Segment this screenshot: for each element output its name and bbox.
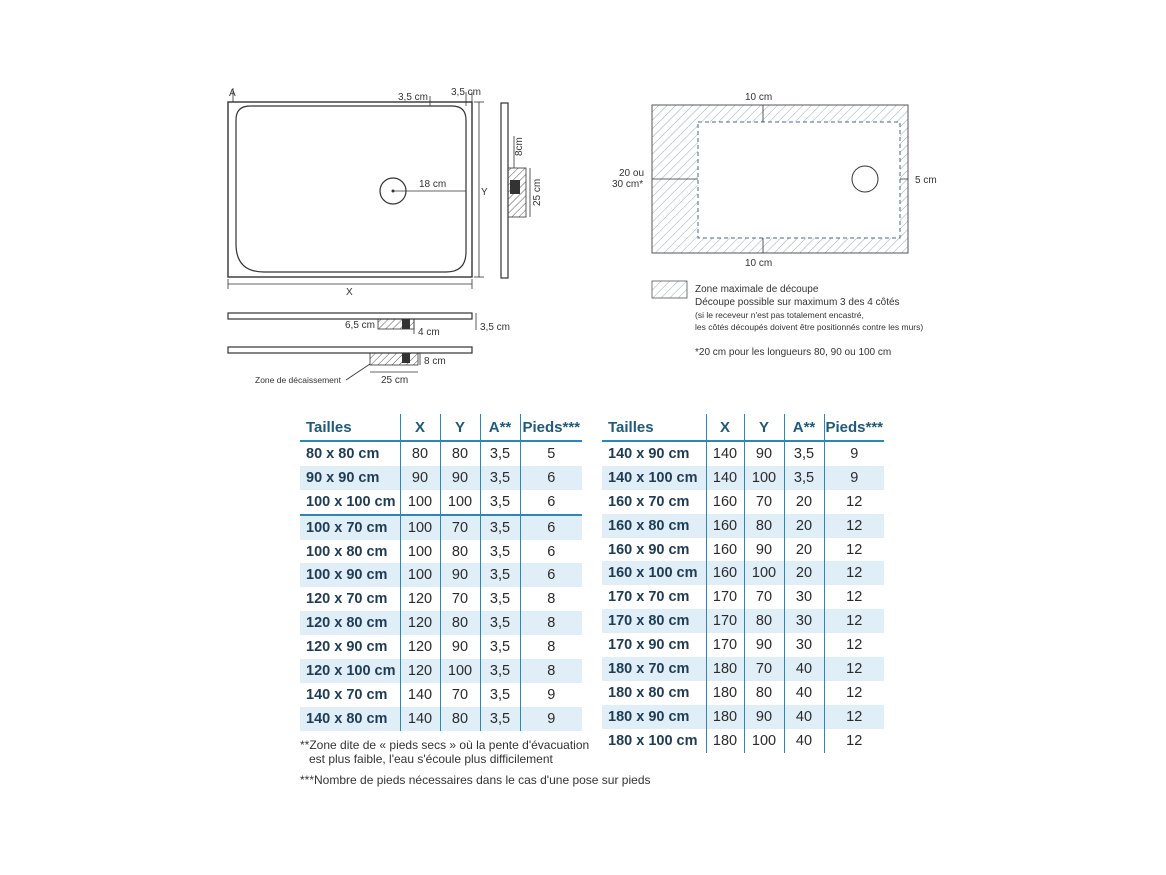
- value-cell: 12: [824, 609, 884, 633]
- value-cell: 80: [440, 611, 480, 635]
- label-left-line1: 20 ou: [619, 168, 645, 179]
- table-header-cell: Pieds***: [824, 414, 884, 441]
- value-cell: 170: [706, 585, 744, 609]
- value-cell: 3,5: [480, 490, 520, 515]
- size-cell: 140 x 90 cm: [608, 445, 690, 462]
- value-cell: 80: [440, 707, 480, 731]
- table-header-cell: Y: [440, 414, 480, 441]
- label-25cm-bottom: 25 cm: [381, 375, 409, 386]
- table-header-row: [300, 414, 582, 441]
- label-zone-decaissement: Zone de décaissement: [255, 375, 341, 385]
- value-cell: 90: [744, 705, 784, 729]
- value-cell: 80: [440, 540, 480, 564]
- value-cell: 120: [400, 587, 440, 611]
- value-cell: 8: [520, 587, 582, 611]
- value-cell: 100: [744, 561, 784, 585]
- value-cell: 80: [744, 514, 784, 538]
- value-cell: 90: [400, 466, 440, 490]
- value-cell: 70: [744, 657, 784, 681]
- label-left-line2: 30 cm*: [612, 179, 644, 190]
- value-cell: 80: [744, 609, 784, 633]
- legend-hatch-swatch: [652, 281, 687, 298]
- size-cell: 160 x 90 cm: [608, 541, 690, 558]
- legend-line2: Découpe possible sur maximum 3 des 4 côtés: [695, 297, 900, 308]
- value-cell: 180: [706, 681, 744, 705]
- size-cell: 140 x 100 cm: [602, 466, 706, 490]
- label-y: Y: [481, 187, 488, 198]
- table-row: [300, 540, 582, 564]
- size-cell: 120 x 80 cm: [300, 611, 400, 635]
- table-header-cell: A**: [480, 414, 520, 441]
- value-cell: 6: [520, 563, 582, 587]
- value-cell: 20: [784, 514, 824, 538]
- size-cell: 90 x 90 cm: [300, 466, 400, 490]
- label-3-5cm-corner: 3,5 cm: [451, 87, 482, 98]
- table-header-cell: X: [400, 414, 440, 441]
- label-8cm-side: 8cm: [514, 137, 525, 156]
- value-cell: 3,5: [784, 441, 824, 466]
- size-cell: 120 x 70 cm: [306, 591, 388, 608]
- value-cell: 3,5: [480, 587, 520, 611]
- size-cell: 180 x 90 cm: [602, 705, 706, 729]
- value-cell: 8: [520, 611, 582, 635]
- table-row: [602, 705, 884, 729]
- size-cell: 140 x 70 cm: [306, 686, 388, 703]
- table-header-cell: Pieds***: [520, 414, 582, 441]
- value-cell: 40: [784, 705, 824, 729]
- value-cell: 3,5: [480, 683, 520, 707]
- value-cell: 80: [744, 681, 784, 705]
- value-cell: 90: [744, 441, 784, 466]
- value-cell: 70: [440, 515, 480, 540]
- value-cell: 160: [706, 514, 744, 538]
- value-cell: 90: [744, 633, 784, 657]
- tray-side-section: [501, 103, 530, 278]
- value-cell: 6: [520, 490, 582, 515]
- value-cell: 12: [824, 681, 884, 705]
- value-cell: 70: [744, 490, 784, 514]
- legend-title: Zone maximale de découpe: [695, 284, 819, 295]
- table-row: [300, 659, 582, 683]
- size-cell: 140 x 80 cm: [300, 707, 400, 731]
- table-row: [300, 635, 582, 659]
- value-cell: 9: [824, 441, 884, 466]
- value-cell: 3,5: [480, 563, 520, 587]
- label-18cm: 18 cm: [419, 179, 447, 190]
- label-8cm-bottom: 8 cm: [424, 356, 446, 367]
- value-cell: 170: [706, 633, 744, 657]
- value-cell: 20: [784, 490, 824, 514]
- table-row: [300, 441, 582, 466]
- value-cell: 9: [520, 707, 582, 731]
- table-header-row: [602, 414, 884, 441]
- value-cell: 3,5: [480, 611, 520, 635]
- label-25cm-side: 25 cm: [532, 178, 543, 206]
- value-cell: 180: [706, 657, 744, 681]
- value-cell: 3,5: [784, 466, 824, 490]
- table-header-cell: A**: [784, 414, 824, 441]
- table-row: [300, 707, 582, 731]
- table-row: [300, 466, 582, 490]
- size-cell: 170 x 90 cm: [608, 637, 690, 654]
- value-cell: 160: [706, 490, 744, 514]
- note1-line2: est plus faible, l'eau s'écoule plus difficilement: [309, 752, 553, 766]
- cut-zone-drawing: [600, 80, 1166, 380]
- table-row: [602, 514, 884, 538]
- value-cell: 100: [400, 490, 440, 515]
- value-cell: 100: [744, 466, 784, 490]
- value-cell: 90: [440, 466, 480, 490]
- value-cell: 6: [520, 466, 582, 490]
- label-3-5cm-profile: 3,5 cm: [480, 322, 511, 333]
- value-cell: 12: [824, 538, 884, 562]
- value-cell: 90: [744, 538, 784, 562]
- table-row: [300, 515, 582, 540]
- value-cell: 20: [784, 538, 824, 562]
- value-cell: 3,5: [480, 441, 520, 466]
- size-cell: 170 x 70 cm: [608, 589, 690, 606]
- value-cell: 120: [400, 611, 440, 635]
- label-x: X: [346, 287, 353, 298]
- value-cell: 100: [400, 563, 440, 587]
- value-cell: 12: [824, 585, 884, 609]
- table-row: [300, 563, 582, 587]
- value-cell: 40: [784, 657, 824, 681]
- size-cell: 100 x 70 cm: [300, 515, 400, 540]
- label-10cm-bottom: 10 cm: [745, 258, 773, 269]
- value-cell: 30: [784, 609, 824, 633]
- value-cell: 3,5: [480, 540, 520, 564]
- table-row: [602, 441, 884, 466]
- value-cell: 100: [400, 515, 440, 540]
- size-cell: 80 x 80 cm: [306, 445, 380, 462]
- table-header-cell: X: [706, 414, 744, 441]
- value-cell: 3,5: [480, 466, 520, 490]
- value-cell: 40: [784, 729, 824, 753]
- value-cell: 30: [784, 585, 824, 609]
- size-cell: 180 x 70 cm: [602, 657, 706, 681]
- table-row: [602, 681, 884, 705]
- table-row: [300, 683, 582, 707]
- value-cell: 70: [440, 587, 480, 611]
- value-cell: 140: [400, 707, 440, 731]
- value-cell: 170: [706, 609, 744, 633]
- table-header-cell: Tailles: [300, 414, 400, 441]
- label-3-5cm-top: 3,5 cm: [398, 92, 429, 103]
- sizes-table-right: [602, 414, 884, 753]
- size-cell: 120 x 90 cm: [306, 639, 388, 656]
- value-cell: 12: [824, 633, 884, 657]
- table-row: [602, 490, 884, 514]
- value-cell: 100: [744, 729, 784, 753]
- table-row: [602, 633, 884, 657]
- value-cell: 90: [440, 635, 480, 659]
- tray-technical-drawing: [0, 0, 620, 400]
- table-row: [602, 729, 884, 753]
- note1-line1: **Zone dite de « pieds secs » où la pente d'évacuation: [300, 738, 590, 752]
- value-cell: 140: [400, 683, 440, 707]
- value-cell: 100: [440, 490, 480, 515]
- value-cell: 80: [440, 441, 480, 466]
- value-cell: 100: [440, 659, 480, 683]
- size-cell: 100 x 100 cm: [306, 493, 396, 510]
- table-row: [602, 538, 884, 562]
- size-cell: 160 x 70 cm: [608, 493, 690, 510]
- value-cell: 180: [706, 729, 744, 753]
- value-cell: 12: [824, 657, 884, 681]
- note-pieds-secs: [300, 738, 589, 766]
- size-cell: 100 x 90 cm: [300, 563, 400, 587]
- value-cell: 9: [824, 466, 884, 490]
- value-cell: 100: [400, 540, 440, 564]
- value-cell: 70: [744, 585, 784, 609]
- value-cell: 8: [520, 635, 582, 659]
- value-cell: 12: [824, 490, 884, 514]
- value-cell: 20: [784, 561, 824, 585]
- size-cell: 120 x 100 cm: [300, 659, 400, 683]
- cut-drain-circle: [852, 166, 878, 192]
- cut-footnote: *20 cm pour les longueurs 80, 90 ou 100 cm: [695, 347, 892, 358]
- value-cell: 180: [706, 705, 744, 729]
- value-cell: 140: [706, 441, 744, 466]
- table-row: [300, 611, 582, 635]
- value-cell: 160: [706, 561, 744, 585]
- value-cell: 3,5: [480, 659, 520, 683]
- table-row: [602, 466, 884, 490]
- label-6-5cm: 6,5 cm: [345, 320, 376, 331]
- value-cell: 40: [784, 681, 824, 705]
- value-cell: 70: [440, 683, 480, 707]
- label-10cm-top: 10 cm: [745, 92, 773, 103]
- table-row: [602, 609, 884, 633]
- value-cell: 3,5: [480, 635, 520, 659]
- value-cell: 12: [824, 561, 884, 585]
- size-cell: 180 x 100 cm: [608, 732, 698, 749]
- value-cell: 6: [520, 540, 582, 564]
- table-row: [602, 561, 884, 585]
- sizes-table-left: [300, 414, 582, 731]
- legend-line4: les côtés découpés doivent être positionnés contre les murs): [695, 322, 924, 332]
- value-cell: 12: [824, 705, 884, 729]
- size-cell: 100 x 80 cm: [306, 543, 388, 560]
- value-cell: 9: [520, 683, 582, 707]
- value-cell: 3,5: [480, 515, 520, 540]
- size-cell: 170 x 80 cm: [602, 609, 706, 633]
- table-row: [602, 657, 884, 681]
- value-cell: 12: [824, 514, 884, 538]
- table-row: [300, 587, 582, 611]
- size-cell: 180 x 80 cm: [608, 684, 690, 701]
- table-header-cell: Tailles: [602, 414, 706, 441]
- value-cell: 30: [784, 633, 824, 657]
- label-5cm: 5 cm: [915, 175, 937, 186]
- value-cell: 140: [706, 466, 744, 490]
- value-cell: 80: [400, 441, 440, 466]
- table-row: [602, 585, 884, 609]
- value-cell: 12: [824, 729, 884, 753]
- value-cell: 120: [400, 635, 440, 659]
- value-cell: 8: [520, 659, 582, 683]
- value-cell: 120: [400, 659, 440, 683]
- legend-line3: (si le receveur n'est pas totalement encastré,: [695, 310, 864, 320]
- table-row: [300, 490, 582, 515]
- label-4cm: 4 cm: [418, 327, 440, 338]
- value-cell: 160: [706, 538, 744, 562]
- label-a: A: [229, 88, 236, 99]
- size-cell: 160 x 100 cm: [602, 561, 706, 585]
- value-cell: 90: [440, 563, 480, 587]
- size-cell: 160 x 80 cm: [602, 514, 706, 538]
- table-header-cell: Y: [744, 414, 784, 441]
- value-cell: 3,5: [480, 707, 520, 731]
- value-cell: 6: [520, 515, 582, 540]
- value-cell: 5: [520, 441, 582, 466]
- note-pieds: ***Nombre de pieds nécessaires dans le cas d'une pose sur pieds: [300, 773, 651, 787]
